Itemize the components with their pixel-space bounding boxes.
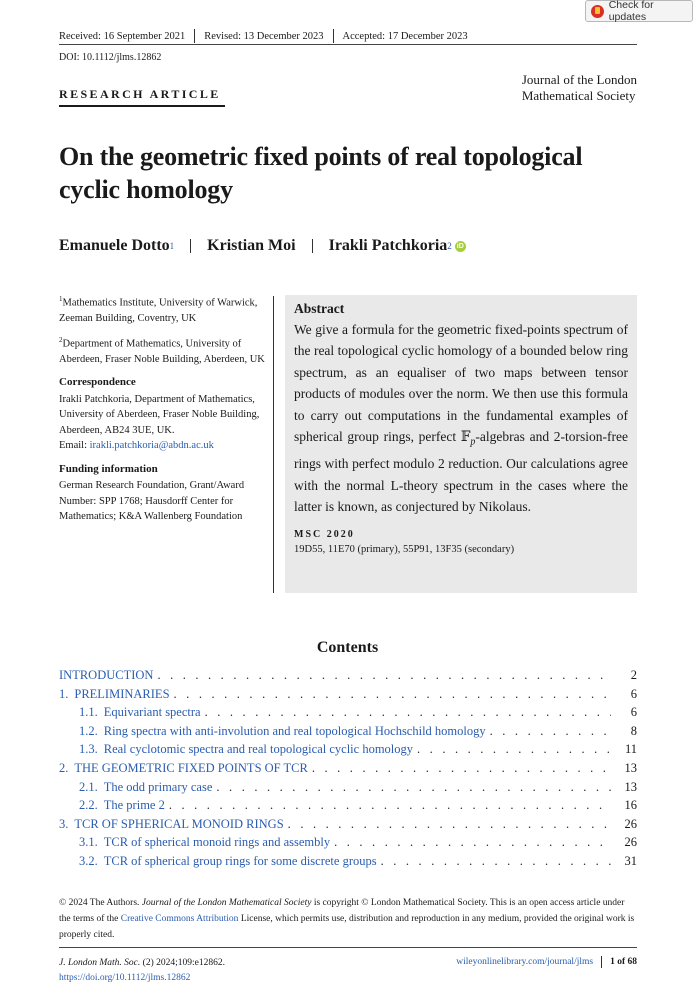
toc-label[interactable]: Ring spectra with anti-involution and real topological Hochschild homology [103, 723, 486, 738]
toc-number[interactable]: 2.2. [79, 798, 98, 813]
funding-heading: Funding information [59, 462, 158, 475]
toc-label[interactable]: TCR of spherical monoid rings and assembly [103, 835, 331, 850]
license-notice: © 2024 The Authors. Journal of the London Mathematical Society is copyright © London Mathematical Society. This is an open access article under the terms of the Creative Commons Attribution License, which permits use, distribution and reproduction in any medium, provided the original work is properly cited. [59, 898, 635, 940]
journal-site-link[interactable]: wileyonlinelibrary.com/journal/jlms [456, 957, 594, 967]
paper-title: On the geometric fixed points of real topological cyclic homology [59, 142, 583, 204]
toc-page[interactable]: 16 [624, 798, 637, 813]
toc-leader [381, 854, 611, 869]
toc-page[interactable]: 8 [630, 723, 637, 738]
footer-citation: J. London Math. Soc. (2) 2024;109:e12862. https://doi.org/10.1112/jlms.12862 [59, 958, 225, 983]
toc-number[interactable]: 3.1. [79, 835, 98, 850]
affiliation: $^2$Department of Mathematics, University of Aberdeen, Fraser Noble Building, Aberdeen, UK [59, 335, 265, 365]
affiliation: $^1$Mathematics Institute, University of Warwick, Zeeman Building, Coventry, UK [59, 295, 258, 324]
toc-page[interactable]: 6 [630, 705, 637, 720]
toc-number[interactable]: 3. [59, 816, 69, 831]
author-name[interactable]: Kristian Moi [207, 237, 296, 254]
abstract-heading: Abstract [294, 301, 345, 316]
toc-number[interactable]: 1. [59, 686, 69, 701]
toc-number[interactable]: 2.1. [79, 779, 98, 794]
toc-entry[interactable] [59, 798, 637, 817]
toc-leader [312, 761, 611, 776]
toc-leader [169, 798, 611, 813]
toc-leader [216, 780, 611, 795]
contents-heading: Contents [316, 639, 379, 656]
article-type: RESEARCH ARTICLE [59, 87, 221, 101]
toc-leader [490, 724, 611, 739]
revised-date: Revised: 13 December 2023 [204, 30, 324, 42]
author-name[interactable]: Emanuele Dotto [59, 237, 170, 254]
toc-leader [417, 742, 611, 757]
toc-label[interactable]: TCR of spherical group rings for some discrete groups [103, 853, 377, 868]
toc-label[interactable]: INTRODUCTION [59, 668, 154, 682]
orcid-icon[interactable]: iD [456, 242, 464, 250]
author-list [59, 237, 466, 255]
header-rule [59, 44, 637, 45]
check-for-updates-label: Check for updates [608, 0, 654, 23]
toc-page[interactable]: 26 [624, 816, 637, 831]
abstract-box [285, 295, 637, 593]
field-symbol: 𝔽 [460, 429, 471, 445]
msc-heading: MSC 2020 [294, 529, 355, 541]
toc-label[interactable]: TCR OF SPHERICAL MONOID RINGS [74, 816, 284, 831]
toc-entry[interactable] [59, 705, 637, 724]
article-type-underline [59, 105, 225, 107]
toc-entry[interactable] [59, 854, 637, 873]
toc-page[interactable]: 13 [624, 779, 637, 794]
toc-leader [157, 668, 611, 683]
table-of-contents [59, 668, 637, 873]
msc-codes: 19D55, 11E70 (primary), 55P91, 13F35 (secondary) [294, 544, 515, 556]
toc-leader [288, 817, 611, 832]
footer-right [456, 956, 637, 968]
divider [333, 29, 334, 43]
toc-leader [205, 705, 611, 720]
toc-label[interactable]: The prime 2 [103, 798, 165, 813]
check-for-updates-badge[interactable] [585, 0, 693, 22]
footer-rule [59, 947, 637, 948]
divider [190, 239, 191, 253]
toc-entry[interactable] [59, 835, 637, 854]
toc-leader [174, 687, 611, 702]
toc-leader [334, 835, 611, 850]
affiliation-marker[interactable]: 1 [169, 241, 175, 251]
correspondence-heading: Correspondence [59, 376, 136, 388]
email-link[interactable]: irakli.patchkoria@abdn.ac.uk [89, 440, 214, 451]
toc-label[interactable]: The odd primary case [103, 779, 213, 794]
journal-name-line2: Mathematical Society [521, 88, 636, 103]
column-divider [273, 296, 274, 593]
received-date: Received: 16 September 2021 [59, 30, 186, 42]
toc-label[interactable]: Equivariant spectra [103, 705, 201, 720]
toc-number[interactable]: 3.2. [79, 853, 98, 868]
toc-entry[interactable] [59, 724, 637, 743]
toc-entry[interactable] [59, 761, 637, 780]
toc-page[interactable]: 26 [624, 835, 637, 850]
toc-entry[interactable] [59, 742, 637, 761]
doi: DOI: 10.1112/jlms.12862 [59, 52, 162, 63]
toc-page[interactable]: 31 [624, 853, 637, 868]
toc-label[interactable]: Real cyclotomic spectra and real topological cyclic homology [103, 742, 414, 757]
divider [312, 239, 313, 253]
toc-page[interactable]: 6 [630, 686, 637, 701]
toc-number[interactable]: 1.1. [79, 705, 98, 720]
divider [601, 956, 602, 968]
correspondence-text: Irakli Patchkoria, Department of Mathematics, University of Aberdeen, Fraser Noble Building, Aberdeen, AB24 3UE, UK. Email: irakli.patchkoria@abdn.ac.uk [59, 393, 260, 451]
toc-page[interactable]: 13 [624, 760, 637, 775]
author-name[interactable]: Irakli Patchkoria [328, 237, 448, 254]
toc-number[interactable]: 1.3. [79, 742, 98, 757]
toc-entry[interactable] [59, 687, 637, 706]
toc-entry[interactable] [59, 817, 637, 836]
crossmark-icon [591, 5, 604, 18]
abstract-text: We give a formula for the geometric fixed-points spectrum of the real topological cyclic homology of a bounded below ring spectrum, as an equaliser of two maps between tensor products of modules over the norm. We then use this formula to carry out computations in the fundamental examples of spherical group rings, perfect 𝔽$_p$-algebras and 2-torsion-free rings with perfect modulo 2 reduction. Our calculations agree with the normal L-theory spectrum in the cases where the latter is known, as conjectured by Nikolaus. [294, 322, 628, 514]
toc-label[interactable]: PRELIMINARIES [74, 686, 170, 701]
accepted-date: Accepted: 17 December 2023 [342, 30, 468, 42]
toc-page[interactable]: 2 [630, 668, 637, 682]
divider [194, 29, 195, 43]
journal-name-line1: Journal of the London [521, 72, 637, 87]
page-number: 1 of 68 [610, 957, 637, 967]
journal-name [522, 72, 637, 104]
toc-label[interactable]: THE GEOMETRIC FIXED POINTS OF TCR [74, 760, 308, 775]
doi-link[interactable]: https://doi.org/10.1112/jlms.12862 [59, 973, 191, 983]
toc-number[interactable]: 2. [59, 760, 69, 775]
author-info-column [59, 292, 269, 531]
toc-entry[interactable] [59, 780, 637, 799]
funding-text: German Research Foundation, Grant/Award Number: SPP 1768; Hausdorff Center for Mathematics; K&A Wallenberg Foundation [59, 480, 245, 522]
affiliation-marker[interactable]: 2 [447, 241, 452, 251]
article-dates [59, 29, 468, 43]
toc-page[interactable]: 11 [624, 742, 637, 757]
field-subscript: p [470, 436, 476, 448]
toc-entry[interactable] [59, 668, 637, 687]
creative-commons-link[interactable]: Creative Commons Attribution [120, 914, 239, 924]
toc-number[interactable]: 1.2. [79, 723, 98, 738]
